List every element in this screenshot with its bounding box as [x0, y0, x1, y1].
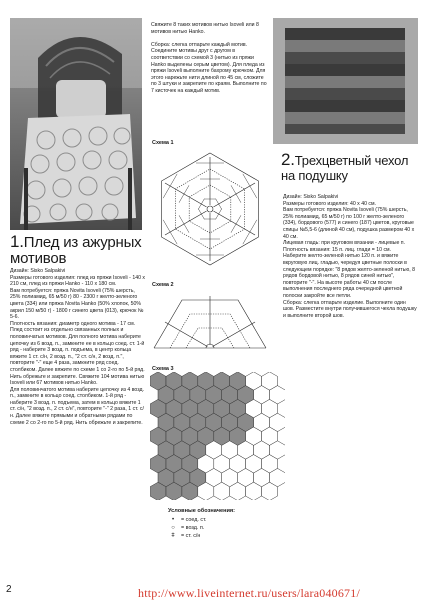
project1-title-text: Плед из ажурных мотивов	[10, 234, 142, 267]
footer-url-link[interactable]: http://www.liveinternet.ru/users/lara040671/	[138, 586, 360, 600]
legend-title: Условные обозначения:	[168, 508, 236, 514]
double-crochet-symbol: ǂ	[171, 533, 175, 539]
project1-number: 1.	[10, 232, 24, 251]
legend-item-label: = возд. п.	[181, 525, 205, 531]
legend-item-chain	[168, 524, 288, 532]
legend-item-label: = соед. ст.	[181, 517, 207, 523]
project2-number: 2.	[281, 150, 295, 169]
blanket-chair-photo	[10, 18, 142, 230]
scheme2-half-motif-diagram	[150, 290, 270, 352]
legend-item-double-crochet	[168, 532, 288, 540]
project1-body: Дизайн: Sisko Salpakivi Размеры готового изделия: плед из пряжи Isoveli - 140 x 210 см, плед из пряжи Hanko - 110 x 180 см. Вам потребуется: пряжа Novita Isoveli (75% шерсть, 25% полиамид, 65 м/50 г) 80 - 2300 г желто-зеленого цвета (334) или пряжа Novita Hanko (50% хлопок, 50% акрил 150 м/50 г) - 1800 г синего цвета (013), крючок № 5-6. Плотность вязания: диаметр одного мотива - 17 см. Плед состоит из отдельно связанных полных и половинчатых мотивов. Для полного мотива наберите цепочку из 6 возд. п., замкните ее в кольцо соед. ст. 1-й ряд - наберите 3 возд. п. подъема, в центр кольца вяжите 1 ст. с/н, 2 возд. п., "2 ст. с/н, 2 возд. п.", повторите "-" еще 4 раза, замкните ряд соед. столбиком. Далее вяжите по схеме 1 со 2-го по 5-й ряд. Нить обрежьте и закрепите. Свяжите 104 мотива нитью Isoveli или 67 мотивов нитью Hanko. Для половинчатого мотива наберите цепочку из 4 возд. п., замкните в кольцо соед. столбиком. 1-й ряд - наберите 3 возд. п. подъема, затем в кольцо вяжите 1 ст. с/н, "2 возд. п., 2 ст. с/н", повторите "-" 2 раза, 1 ст. с/н. Далее вяжите прямыми и обратными рядами по схеме 2 со 2-го по 5-й ряд. Нить обрежьте и закрепите.	[10, 268, 146, 426]
scheme3-label: Схема 3	[152, 366, 174, 372]
scheme3-hexagon-assembly-grid	[150, 372, 285, 500]
scheme1-label: Схема 1	[152, 140, 174, 146]
project1-title	[10, 234, 148, 267]
page-number: 2	[6, 584, 12, 595]
striped-pillow-photo	[273, 18, 418, 144]
scheme1-motif-diagram	[150, 148, 270, 270]
project2-title	[281, 152, 421, 183]
scheme2-label: Схема 2	[152, 282, 174, 288]
slip-stitch-symbol: •	[171, 517, 175, 523]
project2-title-text: Трехцветный чехол на подушку	[281, 153, 409, 183]
chain-stitch-symbol: ○	[171, 525, 175, 531]
legend-item-label: = ст. с/н	[181, 533, 201, 539]
assembly-intro-text: Свяжите 8 таких мотивов нитью Isoveli или 8 мотивов нитью Hanko. Сборка: слегка отпарьте каждый мотив. Соедините мотивы друг с другом в соответствии со схемой 3 (нитью из пряжи Hanko выделены серым цветом). Для пледа из пряжи Isoveli выполните бахрому крючком. Для этого нарежьте нити длиной по 45 см, сложите по 3 штуки и закрепите по краям. Выполните по 7 кисточек на каждый мотив.	[151, 22, 267, 94]
project2-body: Дизайн: Sisko Salpakivi Размеры готового изделия: 40 x 40 см. Вам потребуется: пряжа Novita Isoveli (75% шерсть, 25% полиамид, 65 м/50 г) по 100 г желто-зеленого (334), бордового (577) и синего (187) цветов, круговые спицы №5,5-6 (длиной 40 см), подушка размером 40 x 40 см. Лицевая гладь: при круговом вязании - лицевые п. Плотность вязания: 15 п. лиц. глади = 10 см. Наберите желто-зеленой нитью 120 п. и вяжите вкруговую лиц. гладью, чередуя цветные полоски в следующем порядке: "8 рядов желто-зеленой нитью, 8 рядов бордовой нитью, 8 рядов синей нитью", повторите "-". На высоте работы 40 см после выполнения последнего ряда очередной цветной полоски закройте все петли. Сборка: слегка отпарьте изделие. Выполните один шов. Разместите внутри получившегося чехла подушку и выполните второй шов.	[283, 194, 417, 319]
legend-item-slip-stitch	[168, 516, 288, 524]
legend	[168, 508, 288, 540]
